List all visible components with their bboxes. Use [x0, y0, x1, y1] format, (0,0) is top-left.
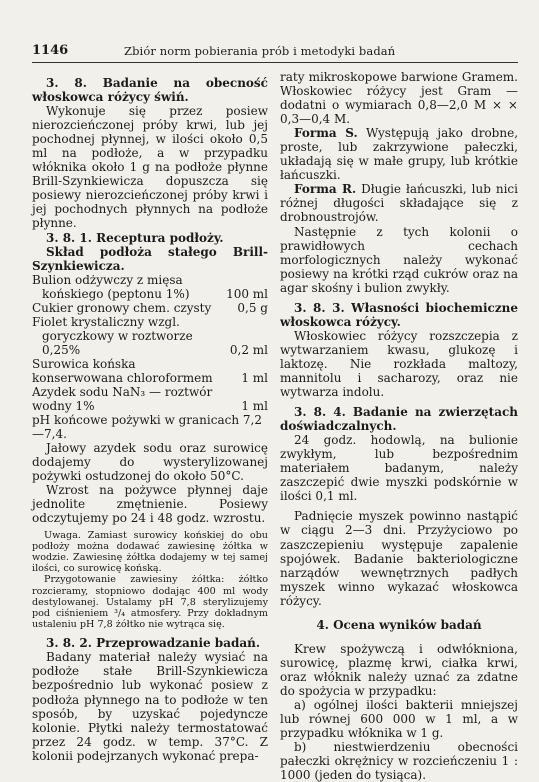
section-3-8-2-heading: 3. 8. 2. Przeprowadzanie badań. — [46, 636, 261, 651]
recipe-row — [32, 357, 268, 385]
recipe-item-value: 1 ml — [241, 399, 268, 414]
recipe-row — [32, 413, 268, 441]
forma-s-paragraph — [280, 126, 518, 182]
paragraph-wzrost: Wzrost na pożywce płynnej daje jednolite zmętnienie. Posiewy odczytujemy po 24 i 48 godz. wzrostu. — [32, 483, 268, 526]
recipe-row — [32, 329, 268, 343]
recipe-row — [32, 385, 268, 413]
section-3-8-1-heading: 3. 8. 1. Receptura podłoży. — [46, 230, 224, 245]
recipe-row — [32, 315, 268, 329]
note-uwaga: Uwaga. Zamiast surowicy końskiej do obu podłoży można dodawać zawiesinę żółtka w wodzie. Zawiesinę żółtka dodajemy w tej samej ilości, co surowicę końską. — [32, 529, 268, 575]
recipe-item-name: Azydek sodu NaN₃ — roztwór wodny 1% — [32, 385, 213, 414]
section-4-heading: 4. Ocena wyników badań — [316, 617, 482, 632]
recipe-row — [32, 301, 268, 315]
paragraph-kolonie: Następnie z tych kolonii o prawidłowych cechach morfologicznych należy wykonać posiewy na krótki rząd cukrów oraz na agar skośny i bulion zwykły. — [280, 224, 518, 295]
recipe-item-value: 0,5 g — [237, 300, 268, 315]
section-3-8-2-text: Badany materiał należy wysiać na podłoże stałe Brill-Szynkiewicza bezpośrednio lub wykonać posiew z podłoża płynnego na to podłoże w ten sposób, by uzyskać pojedyncze kolonie. Płytki należy termostatować przez 24 godz. w temp. 37°C. Z kolonii podejrzanych wykonać prepa- — [32, 650, 268, 763]
recipe-row — [32, 287, 268, 301]
page-number: 1146 — [32, 43, 69, 58]
recipe-item-name: pH końcowe pożywki w granicach 7,2—7,4. — [32, 413, 262, 442]
forma-r-text: Długie łańcuszki, lub nici różnej długości składające się z drobnoustrojów. — [280, 182, 518, 225]
note-zawiesina: Przygotowanie zawiesiny żółtka: żółtko rozcieramy, stopniowo dodając 400 ml wody destylowanej. Ustalamy pH 7,8 sterylizujemy pod ciśnieniem ³/₄ atmosfery. Przy dokładnym ustaleniu pH 7,8 żółtko nie wytrąca się. — [32, 574, 268, 631]
left-column — [32, 70, 268, 763]
section-3-8-3-text: Włoskowiec różycy rozszczepia z wytwarzaniem kwasu, glukozę i laktozę. Nie rozkłada maltozy, mannitolu i sacharozy, oraz nie wytwarza indolu. — [280, 328, 518, 400]
recipe-item-value: 0,2 ml — [229, 342, 268, 357]
running-title: Zbiór norm pobierania prób i metodyki badań — [124, 44, 396, 58]
recipe-item-value: 100 ml — [226, 286, 268, 301]
header-rule — [32, 62, 518, 63]
recipe-item-name: Fiolet krystaliczny wzgl. — [32, 314, 180, 329]
list-item-b: b) niestwierdzeniu obecności pałeczki okrężnicy w rozcieńczeniu 1 : 1000 (jeden do tysiąca). — [280, 740, 518, 782]
paragraph-azydek: Jałowy azydek sodu oraz surowicę dodajemy do wysterylizowanej pożywki ostudzonej do około 50°C. — [32, 441, 268, 484]
recipe-row — [32, 273, 268, 287]
section-4-text: Krew spożywczą i odwłókniona, surowicę, plazmę krwi, ciałka krwi, oraz włóknik należy uznać za zdatne do spożycia w przypadku: — [280, 641, 518, 698]
recipe-list — [32, 273, 268, 442]
recipe-item-value: 1 ml — [241, 370, 268, 385]
forma-s-text: Występują jako drobne, proste, lub zakrzywione pałeczki, układają się w małe grupy, lub krótkie łańcuszki. — [280, 126, 519, 183]
recipe-item-name: Bulion odżywczy z mięsa — [32, 272, 183, 287]
section-3-8-1-subheading: Skład podłoża stałego Brill-Szynkiewicza. — [32, 244, 268, 273]
recipe-item-name: goryczkowy w roztworze — [42, 328, 193, 343]
section-3-8-4-text: 24 godz. hodowlą, na bulionie zwykłym, lub bezpośrednim materiałem badanym, należy zaszczepić dwie myszki podskórnie w ilości 0,1 ml. — [280, 433, 518, 504]
recipe-item-name: końskiego (peptonu 1%) — [42, 286, 190, 301]
forma-r-paragraph — [280, 182, 518, 224]
recipe-row — [32, 343, 268, 357]
recipe-item-name: Cukier gronowy chem. czysty — [32, 300, 212, 315]
forma-s-label: Forma S. — [294, 126, 358, 141]
recipe-item-name: Surowica końska konserwowana chloroformem — [32, 356, 213, 385]
right-column — [280, 70, 518, 782]
list-item-a: a) ogólnej ilości bakterii mniejszej lub równej 600 000 w 1 ml, a w przypadku włóknika w 1 g. — [280, 697, 518, 741]
continued-paragraph: raty mikroskopowe barwione Gramem. Włoskowiec różycy jest Gram — dodatni o wymiarach 0,8—2,0 M × × 0,3—0,4 M. — [280, 70, 518, 127]
recipe-item-name: 0,25% — [42, 342, 81, 357]
section-3-8-3-heading: 3. 8. 3. Własności biochemiczne włoskowca różycy. — [280, 300, 518, 329]
paragraph-myszki: Padnięcie myszek powinno nastąpić w ciągu 2—3 dni. Przyżyciowo po zaszczepieniu występuje zapalenie spojówek. Badanie bakteriologiczne narządów wewnętrznych padłych myszek winno wykazać włoskowca różycy. — [280, 509, 518, 608]
section-3-8-text: Wykonuje się przez posiew nierozcieńczonej próby krwi, lub jej pochodnej płynnej, w ilości około 0,5 ml na podłoże, a w przypadku włóknika około 1 g na podłoże płynne Brill-Szynkiewicza dopuszcza się posiewy nierozcieńczonej próby krwi i jej pochodnych płynnych na podłoże płynne. — [32, 104, 268, 231]
section-3-8-heading: 3. 8. Badanie na obecność włoskowca różycy świń. — [32, 76, 268, 105]
page-header — [32, 43, 518, 61]
forma-r-label: Forma R. — [294, 182, 357, 197]
section-3-8-4-heading: 3. 8. 4. Badanie na zwierzętach doświadczalnych. — [280, 405, 518, 434]
